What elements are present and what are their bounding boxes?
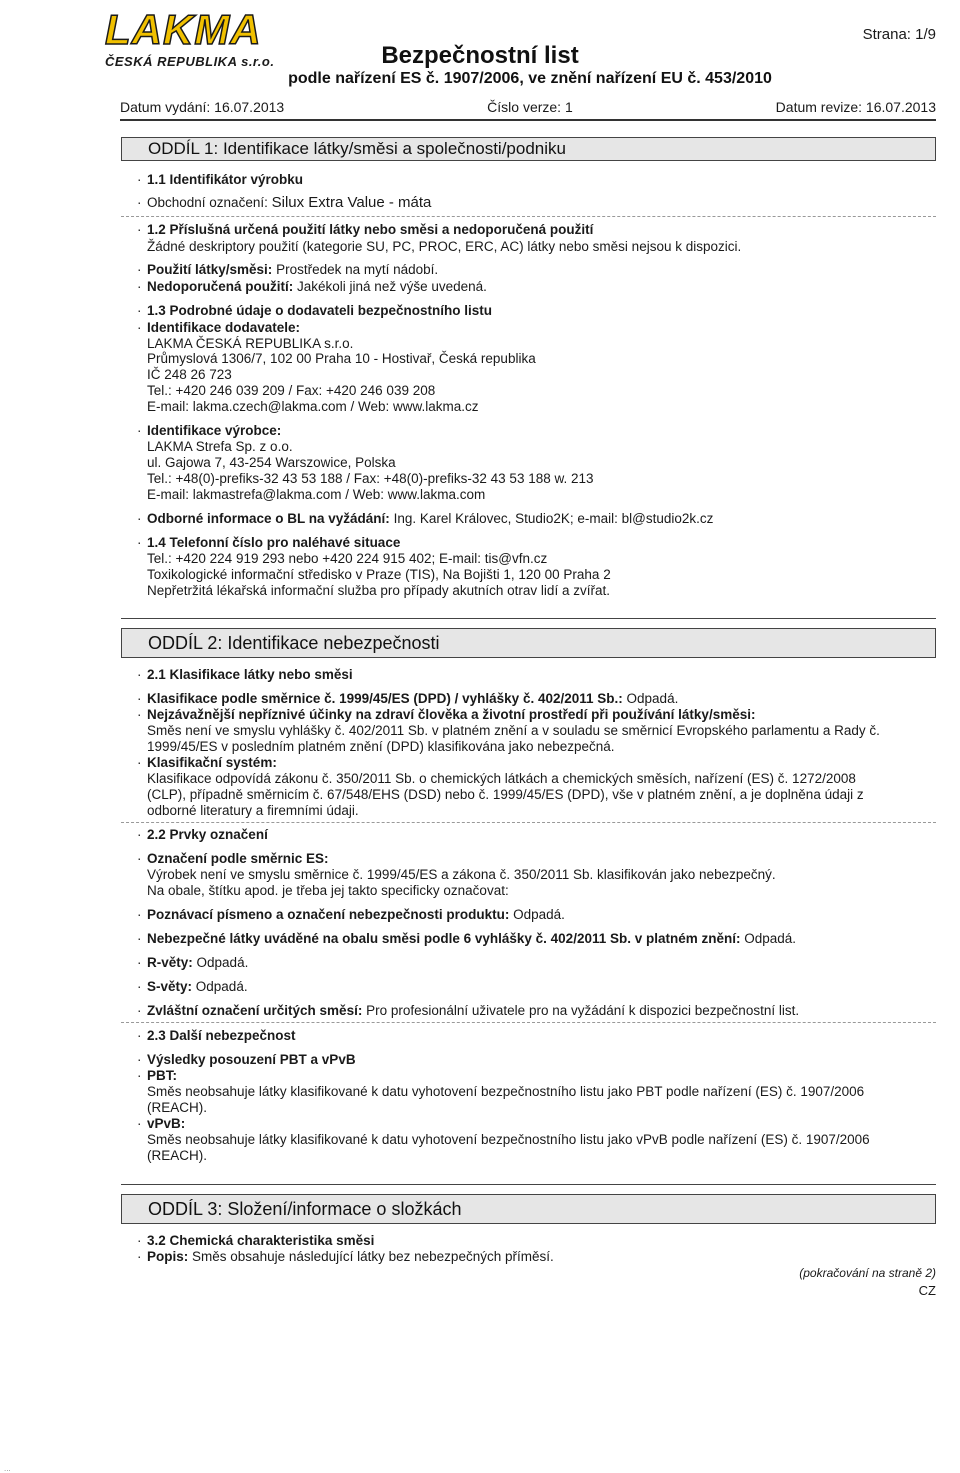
pbt-line: (REACH). [147, 1100, 207, 1115]
header-divider [120, 119, 936, 121]
es-line: Na obale, štítku apod. je třeba jej takto specificky označovat: [147, 883, 509, 898]
maker-line: ul. Gajowa 7, 43-254 Warszowice, Polska [147, 455, 396, 470]
continued-note: (pokračování na straně 2) [799, 1266, 936, 1280]
divider [121, 1022, 936, 1023]
effects-label: · Nejzávažnější nepříznivé účinky na zdraví člověka a životní prostředí při používání látky/směsi: [137, 707, 756, 722]
system-line: odborné literatury a firemními údaji. [147, 803, 359, 818]
maker-line: LAKMA Strefa Sp. z o.o. [147, 439, 293, 454]
label-substances-row: · Nebezpečné látky uváděné na obalu směsi podle 6 vyhlášky č. 402/2011 Sb. v platném znění: Odpadá. [137, 931, 797, 946]
s1-4-heading: · 1.4 Telefonní číslo pro naléhavé situace [137, 535, 401, 550]
section-3-header: ODDÍL 3: Složení/informace o složkách [121, 1194, 936, 1224]
pbt-label: · PBT: [137, 1068, 177, 1083]
vpvb-label: · vPvB: [137, 1116, 186, 1131]
supplier-label: · Identifikace dodavatele: [137, 320, 301, 335]
document-meta [120, 99, 936, 115]
s1-3-heading: · 1.3 Podrobné údaje o dodavateli bezpečnostního listu [137, 303, 493, 318]
vpvb-line: (REACH). [147, 1148, 207, 1163]
maker-label: · Identifikace výrobce: [137, 423, 282, 438]
es-label: · Označení podle směrnic ES: [137, 851, 329, 866]
trade-name-value: Silux Extra Value - máta [271, 194, 432, 211]
maker-line: Tel.: +48(0)-prefiks-32 43 53 188 / Fax: +48(0)-prefiks-32 43 53 188 w. 213 [147, 471, 594, 486]
es-line: Výrobek není ve smyslu směrnice č. 1999/45/ES a zákona č. 350/2011 Sb. klasifikován jako nebezpečný. [147, 867, 776, 882]
system-line: (CLP), případně směrnicím č. 67/548/EHS (DSD) nebo č. 1999/45/ES (DPD), vše v platném znění, a je doplněna údaji z [147, 787, 864, 802]
description-row: · Popis: Směs obsahuje následující látky bez nebezpečných příměsí. [137, 1249, 554, 1264]
r-phrases-row: · R-věty: Odpadá. [137, 955, 249, 970]
s1-2-heading: · 1.2 Příslušná určená použití látky nebo směsi a nedoporučená použití [137, 222, 594, 237]
vpvb-line: Směs neobsahuje látky klasifikované k datu vyhotovení bezpečnostního listu jako vPvB podle nařízení (ES) č. 1907/2006 [147, 1132, 870, 1147]
use-row: · Použití látky/směsi: Prostředek na mytí nádobí. [137, 262, 439, 277]
hazard-letter-row: · Poznávací písmeno a označení nebezpečnosti produktu: Odpadá. [137, 907, 565, 922]
corner-mark: ... [4, 1464, 11, 1473]
descriptor-note: Žádné deskriptory použití (kategorie SU, PC, PROC, ERC, AC) látky nebo směsi nejsou k dispozici. [147, 239, 742, 254]
effects-line: Směs není ve smyslu vyhlášky č. 402/2011 Sb. v platném znění a v souladu se směrnicí Evropského parlamentu a Rady č. [147, 723, 880, 738]
s2-1-heading: · 2.1 Klasifikace látky nebo směsi [137, 667, 353, 682]
emergency-line: Nepřetržitá lékařská informační služba pro případy akutních otrav lidí a zvířat. [147, 583, 610, 598]
divider [121, 822, 936, 823]
supplier-line: Tel.: +420 246 039 209 / Fax: +420 246 039 208 [147, 383, 436, 398]
supplier-line: LAKMA ČESKÁ REPUBLIKA s.r.o. [147, 336, 354, 351]
expert-info-row: · Odborné informace o BL na vyžádání: Ing. Karel Královec, Studio2K; e-mail: bl@studio2k.cz [137, 511, 714, 526]
document-subtitle: podle nařízení ES č. 1907/2006, ve znění nařízení EU č. 453/2010 [288, 70, 772, 87]
document-title: Bezpečnostní list [381, 42, 579, 69]
section-2-rule [121, 618, 936, 619]
system-label: · Klasifikační systém: [137, 755, 277, 770]
system-line: Klasifikace odpovídá zákonu č. 350/2011 Sb. o chemických látkách a chemických směsích, nařízení (ES) č. 1272/2008 [147, 771, 856, 786]
trade-name-row: · Obchodní označení: Silux Extra Value - máta [137, 194, 432, 211]
s1-1-heading: · 1.1 Identifikátor výrobku [137, 172, 304, 187]
emergency-line: Toxikologické informační středisko v Praze (TIS), Na Bojišti 1, 120 00 Praha 2 [147, 567, 611, 582]
pbt-line: Směs neobsahuje látky klasifikované k datu vyhotovení bezpečnostního listu jako PBT podle nařízení (ES) č. 1907/2006 [147, 1084, 865, 1099]
s2-2-heading: · 2.2 Prvky označení [137, 827, 268, 842]
issue-date: Datum vydání: 16.07.2013 [120, 99, 285, 115]
s3-2-heading: · 3.2 Chemická charakteristika směsi [137, 1233, 375, 1248]
s2-3-heading: · 2.3 Další nebezpečnost [137, 1028, 296, 1043]
effects-line: 1999/45/ES v posledním platném znění (DPD) klasifikována jako nebezpečná. [147, 739, 615, 754]
logo-wordmark: LAKMA [105, 6, 262, 53]
divider [121, 216, 936, 217]
supplier-line: IČ 248 26 723 [147, 367, 232, 382]
section-1-header: ODDÍL 1: Identifikace látky/směsi a společnosti/podniku [121, 137, 936, 161]
pbt-results-row: · Výsledky posouzení PBT a vPvB [137, 1052, 356, 1067]
maker-line: E-mail: lakmastrefa@lakma.com / Web: www.lakma.com [147, 487, 486, 502]
section-2-header: ODDÍL 2: Identifikace nebezpečnosti [121, 628, 936, 658]
language-code: CZ [918, 1283, 936, 1298]
revision-date: Datum revize: 16.07.2013 [775, 99, 936, 115]
logo-subtext: ČESKÁ REPUBLIKA s.r.o. [105, 54, 275, 69]
version-number: Číslo verze: 1 [487, 99, 573, 115]
dpd-classification-row: · Klasifikace podle směrnice č. 1999/45/ES (DPD) / vyhlášky č. 402/2011 Sb.: Odpadá. [137, 691, 679, 706]
special-labelling-row: · Zvláštní označení určitých směsí: Pro profesionální uživatele pro na vyžádání k dispozici bezpečnostní list. [137, 1003, 800, 1018]
s-phrases-row: · S-věty: Odpadá. [137, 979, 248, 994]
supplier-line: E-mail: lakma.czech@lakma.com / Web: www.lakma.cz [147, 399, 479, 414]
section-3-rule [121, 1184, 936, 1185]
supplier-line: Průmyslová 1306/7, 102 00 Praha 10 - Hostivař, Česká republika [147, 351, 536, 366]
not-recommended-row: · Nedoporučená použití: Jakékoli jiná než výše uvedená. [137, 279, 487, 294]
page-number: Strana: 1/9 [862, 26, 936, 43]
emergency-line: Tel.: +420 224 919 293 nebo +420 224 915 402; E-mail: tis@vfn.cz [147, 551, 548, 566]
